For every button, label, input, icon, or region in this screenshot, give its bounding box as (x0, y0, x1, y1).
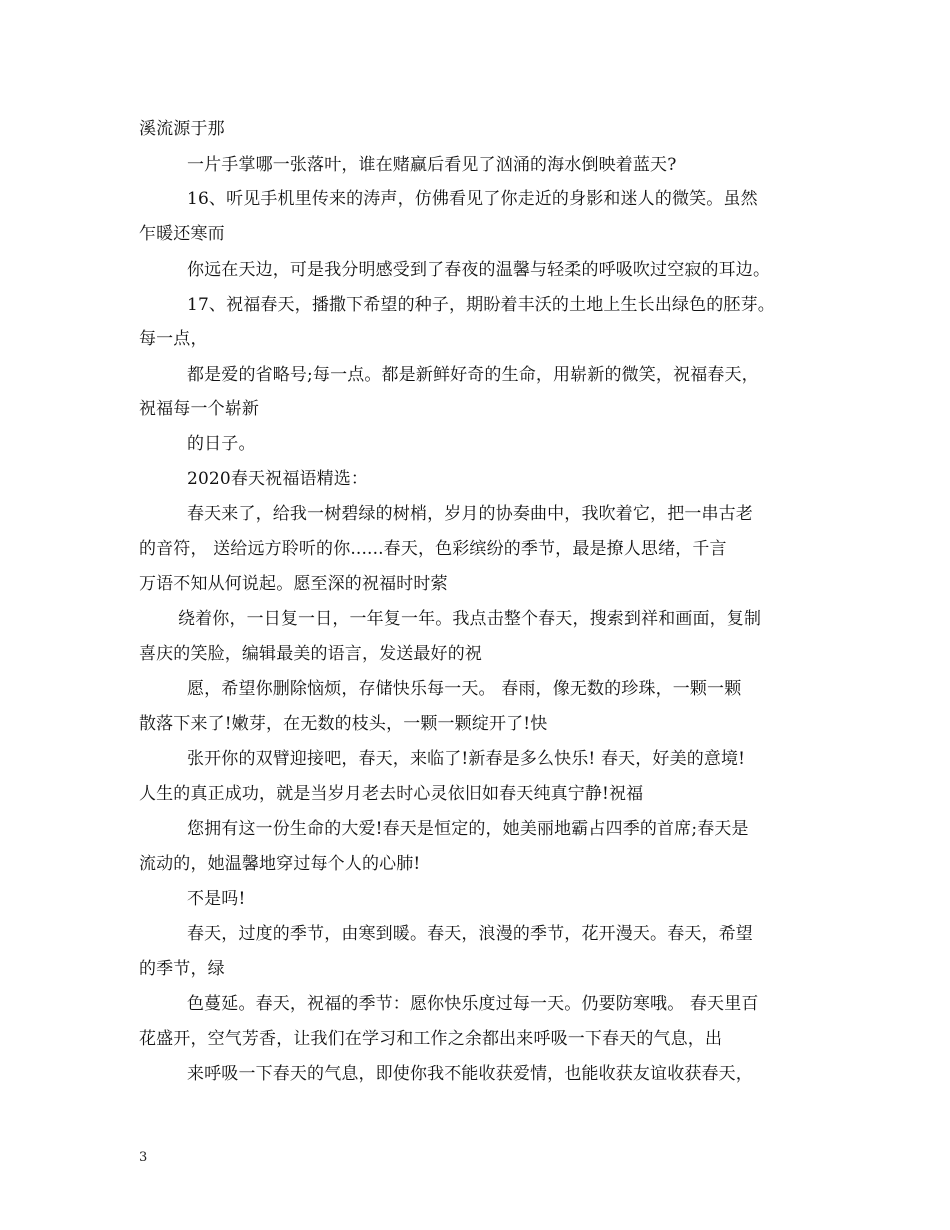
text-line: 每一点， (139, 329, 208, 349)
text-line: 不是吗! (187, 889, 246, 909)
text-line: 的日子。 (187, 434, 256, 454)
text-line: 您拥有这一份生命的大爱!春天是恒定的，她美丽地霸占四季的首席;春天是 (187, 819, 749, 839)
text-line: 花盛开，空气芳香，让我们在学习和工作之余都出来呼吸一下春天的气息，出 (139, 1029, 723, 1049)
text-line: 愿，希望你删除恼烦，存储快乐每一天。 春雨，像无数的珍珠，一颗一颗 (187, 679, 742, 699)
text-line: 万语不知从何说起。愿至深的祝福时时萦 (139, 574, 448, 594)
text-line: 都是爱的省略号;每一点。都是新鲜好奇的生命，用崭新的微笑，祝福春天， (187, 365, 759, 385)
text-line: 喜庆的笑脸，编辑最美的语言，发送最好的祝 (139, 644, 482, 664)
text-line: 人生的真正成功，就是当岁月老去时心灵依旧如春天纯真宁静!祝福 (139, 784, 644, 804)
text-line: 春天，过度的季节，由寒到暖。春天，浪漫的季节，花开漫天。春天，希望 (187, 924, 753, 944)
text-line: 16、听见手机里传来的涛声，仿佛看见了你走近的身影和迷人的微笑。虽然 (187, 189, 758, 209)
text-line: 春天来了，给我一树碧绿的树梢，岁月的协奏曲中，我吹着它，把一串古老 (187, 504, 753, 524)
page-number: 3 (139, 1150, 148, 1165)
text-line: 的季节，绿 (139, 959, 225, 979)
text-line: 你远在天边，可是我分明感受到了春夜的温馨与轻柔的呼吸吹过空寂的耳边。 (187, 260, 771, 280)
text-line: 一片手掌哪一张落叶，谁在赌赢后看见了汹涌的海水倒映着蓝天? (187, 155, 677, 175)
text-line: 祝福每一个崭新 (139, 399, 260, 419)
text-line: 色蔓延。春天，祝福的季节：愿你快乐度过每一天。仍要防寒哦。 春天里百 (187, 994, 759, 1014)
text-line: 来呼吸一下春天的气息，即使你我不能收获爱情，也能收获友谊收获春天， (187, 1064, 753, 1084)
text-line: 散落下来了!嫩芽，在无数的枝头，一颗一颗绽开了!快 (139, 714, 548, 734)
text-line: 的音符， 送给远方聆听的你......春天，色彩缤纷的季节，最是撩人思绪，千言 (139, 539, 727, 559)
text-line: 张开你的双臂迎接吧，春天，来临了!新春是多么快乐! 春天，好美的意境! (187, 749, 746, 769)
text-line: 溪流源于那 (139, 119, 225, 139)
text-line: 绕着你，一日复一日，一年复一年。我点击整个春天，搜索到祥和画面，复制 (178, 609, 762, 629)
text-line: 流动的，她温馨地穿过每个人的心肺! (139, 854, 421, 874)
text-line: 17、祝福春天，播撒下希望的种子，期盼着丰沃的土地上生长出绿色的胚芽。 (187, 295, 775, 315)
text-line: 乍暖还寒而 (139, 224, 225, 244)
text-line: 2020春天祝福语精选： (187, 469, 369, 489)
